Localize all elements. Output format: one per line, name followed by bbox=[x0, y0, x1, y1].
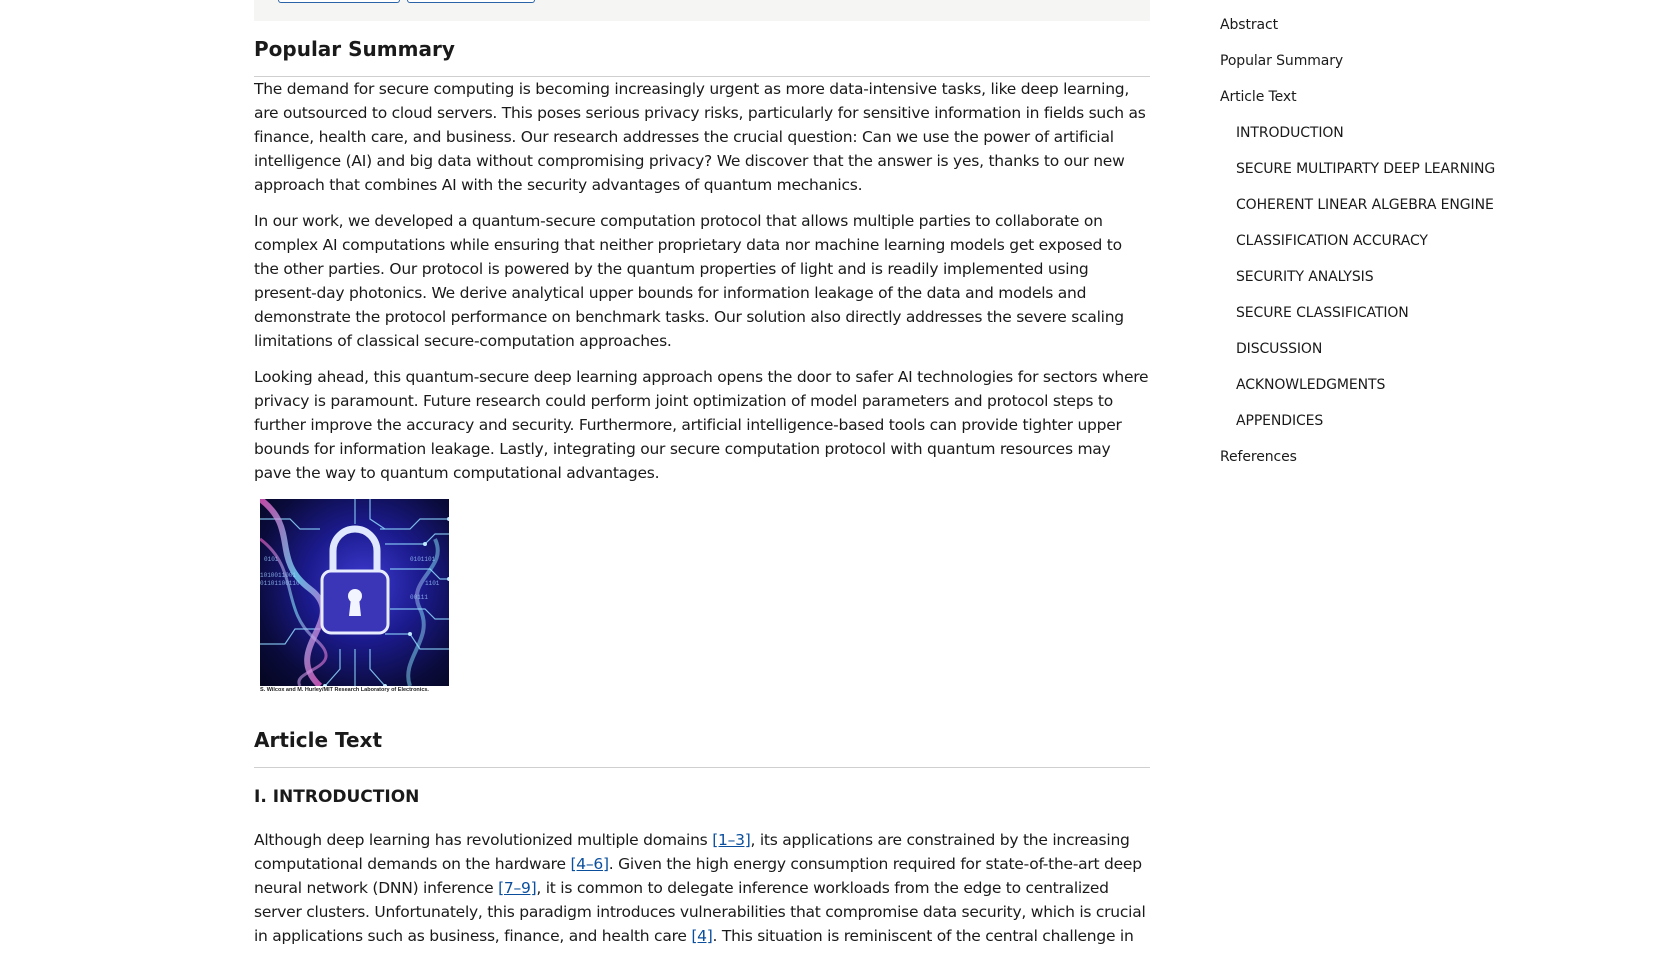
table-of-contents bbox=[1220, 14, 1640, 482]
toc-acknowledgments[interactable]: ACKNOWLEDGMENTS bbox=[1236, 377, 1386, 393]
padlock-circuit-image[interactable] bbox=[260, 499, 449, 686]
intro-text-3: . Given the high energy consumption required for state-of-the-art deep neural network (DNN) inference bbox=[254, 855, 1142, 898]
toc-references[interactable]: References bbox=[1220, 449, 1297, 465]
toc-appendices[interactable]: APPENDICES bbox=[1236, 413, 1324, 429]
svg-text:01101100110: 01101100110 bbox=[260, 580, 300, 587]
citation-link-1-3[interactable]: [1–3] bbox=[712, 831, 751, 850]
article-main-column bbox=[254, 36, 1150, 960]
article-text-heading: Article Text bbox=[254, 727, 1150, 768]
toc-security-analysis[interactable]: SECURITY ANALYSIS bbox=[1236, 269, 1374, 285]
introduction-heading: I. INTRODUCTION bbox=[254, 787, 420, 807]
svg-text:00111: 00111 bbox=[410, 594, 429, 601]
toc-introduction[interactable]: INTRODUCTION bbox=[1236, 125, 1344, 141]
summary-figure[interactable] bbox=[260, 499, 450, 699]
intro-text-5: . This situation is reminiscent of the central challenge in bbox=[712, 927, 1134, 946]
summary-paragraph-3: Looking ahead, this quantum-secure deep learning approach opens the door to safer AI technologies for sectors where privacy is paramount. Future research could perform joint optimization of model parameters and protocol steps to further improve the accuracy and security. Furthermore, artificial intelligence-based tools can provide tighter upper bounds for information leakage. Lastly, integrating our secure computation protocol with quantum resources may pave the way to quantum computational advantages. bbox=[254, 368, 1149, 482]
summary-paragraph-1: The demand for secure computing is becoming increasingly urgent as more data-intensive tasks, like deep learning, are outsourced to cloud servers. This poses serious privacy risks, particularly for sensitive information in fields such as finance, health care, and business. Our research addresses the crucial question: Can we use the power of artificial intelligence (AI) and big data without compromising privacy? We discover that the answer is yes, thanks to our new approach that combines AI with the security advantages of quantum mechanics. bbox=[254, 80, 1146, 194]
top-toolbar-strip bbox=[254, 0, 1150, 21]
toc-article-text[interactable]: Article Text bbox=[1220, 89, 1297, 105]
toc-secure-classification[interactable]: SECURE CLASSIFICATION bbox=[1236, 305, 1409, 321]
toolbar-button-right[interactable] bbox=[407, 0, 535, 3]
citation-link-7-9[interactable]: [7–9] bbox=[498, 879, 537, 898]
popular-summary-heading: Popular Summary bbox=[254, 36, 1150, 77]
toc-classification-accuracy[interactable]: CLASSIFICATION ACCURACY bbox=[1236, 233, 1428, 249]
toc-discussion[interactable]: DISCUSSION bbox=[1236, 341, 1323, 357]
intro-text-4: , it is common to delegate inference workloads from the edge to centralized server clusters. Unfortunately, this paradigm introduces vulnerabilities that compromise data security, which is crucial in applications such as business, finance, and health care bbox=[254, 879, 1146, 946]
svg-text:1101: 1101 bbox=[425, 580, 440, 587]
intro-text-2: , its applications are constrained by the increasing computational demands on the hardware bbox=[254, 831, 1130, 874]
summary-paragraph-2: In our work, we developed a quantum-secure computation protocol that allows multiple parties to collaborate on complex AI computations while ensuring that neither proprietary data nor machine learning models get exposed to the other parties. Our protocol is powered by the quantum properties of light and is readily implemented using present-day photonics. We derive analytical upper bounds for information leakage of the data and models and demonstrate the protocol performance on benchmark tasks. Our solution also directly addresses the severe scaling limitations of classical secure-computation approaches. bbox=[254, 212, 1124, 350]
svg-text:1010011001: 1010011001 bbox=[260, 572, 297, 579]
svg-text:0101: 0101 bbox=[264, 556, 279, 563]
citation-link-4-6[interactable]: [4–6] bbox=[570, 855, 609, 874]
citation-link-4[interactable]: [4] bbox=[691, 927, 713, 946]
introduction-paragraph bbox=[254, 828, 1150, 948]
toc-popular-summary[interactable]: Popular Summary bbox=[1220, 53, 1344, 69]
svg-text:0101101: 0101101 bbox=[410, 556, 436, 563]
padlock-illustration bbox=[260, 499, 449, 686]
toolbar-button-left[interactable] bbox=[278, 0, 400, 3]
toc-secure-multiparty-deep-learning[interactable]: SECURE MULTIPARTY DEEP LEARNING bbox=[1236, 161, 1496, 177]
figure-credit: S. Wilcox and M. Hurley/MIT Research Laboratory of Electronics. bbox=[260, 687, 429, 693]
toc-coherent-linear-algebra-engine[interactable]: COHERENT LINEAR ALGEBRA ENGINE bbox=[1236, 197, 1494, 213]
toc-abstract[interactable]: Abstract bbox=[1220, 17, 1278, 33]
intro-text-1: Although deep learning has revolutionized multiple domains bbox=[254, 831, 713, 850]
